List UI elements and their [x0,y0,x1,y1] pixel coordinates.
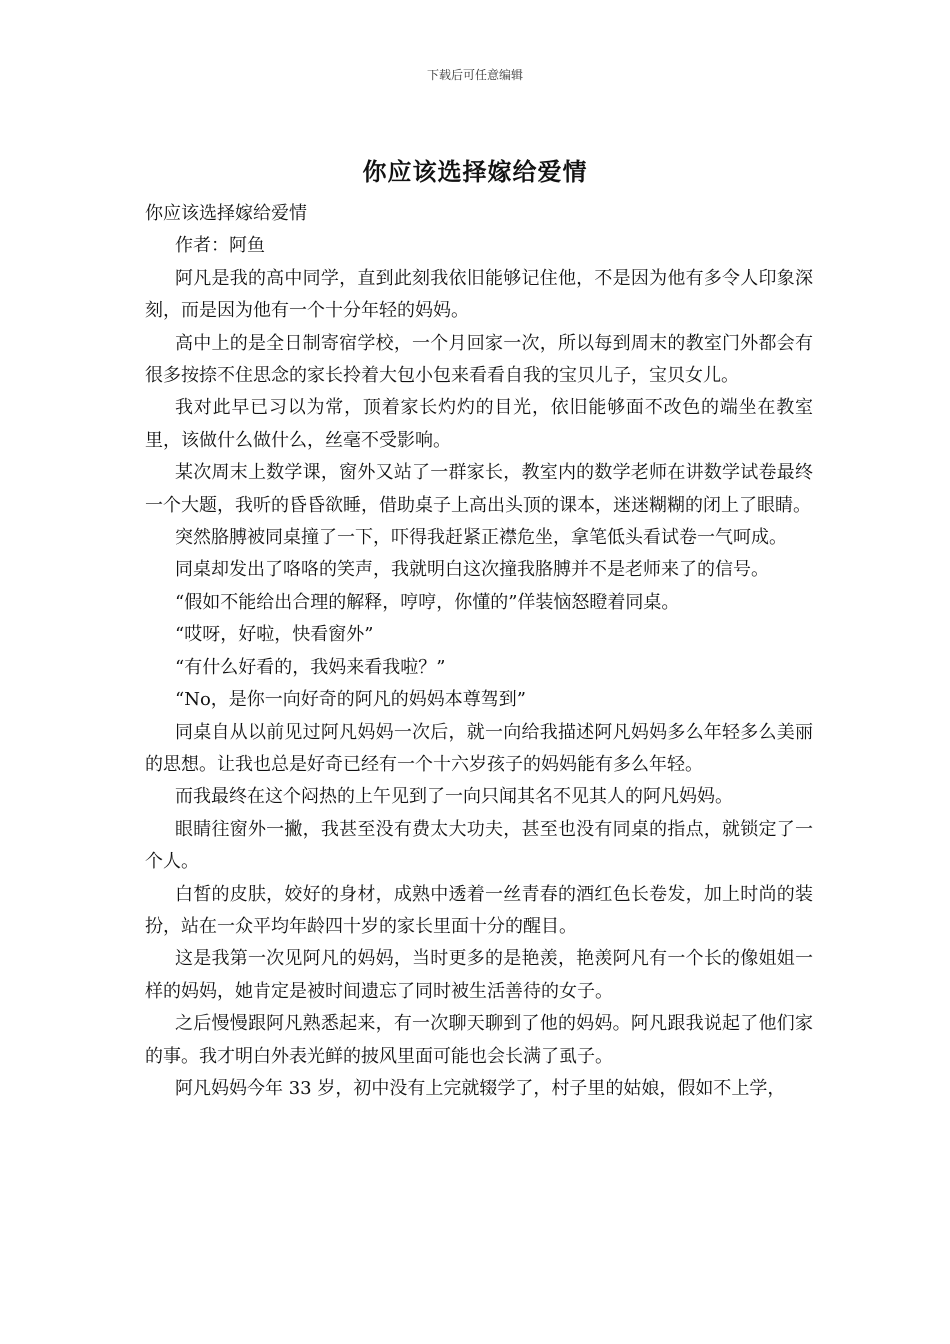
paragraph: 之后慢慢跟阿凡熟悉起来，有一次聊天聊到了他的妈妈。阿凡跟我说起了他们家的事。我才明白外表光鲜的披风里面可能也会长满了虱子。 [145,1013,813,1067]
paragraph: 同桌自从以前见过阿凡妈妈一次后，就一向给我描述阿凡妈妈多么年轻多么美丽的思想。让我也总是好奇已经有一个十六岁孩子的妈妈能有多么年轻。 [145,721,813,775]
paragraph: 同桌却发出了咯咯的笑声，我就明白这次撞我胳膊并不是老师来了的信号。 [175,559,769,581]
paragraph: 你应该选择嫁给爱情 [145,203,307,224]
paragraph: 阿凡妈妈今年 33 岁，初中没有上完就辍学了，村子里的姑娘，假如不上学， [175,1077,786,1099]
paragraph: 高中上的是全日制寄宿学校，一个月回家一次，所以每到周末的教室门外都会有很多按捺不住思念的家长拎着大包小包来看看自我的宝贝儿子，宝贝女儿。 [145,332,813,387]
author-line: 作者：阿鱼 [175,235,265,257]
document-title: 你应该选择嫁给爱情 [362,157,588,186]
paragraph: 白皙的皮肤，姣好的身材，成熟中透着一丝青春的酒红色长卷发，加上时尚的装扮，站在一众平均年龄四十岁的家长里面十分的醒目。 [145,883,813,937]
dialogue-line: “假如不能给出合理的解释，哼哼，你懂的”佯装恼怒瞪着同桌。 [175,591,680,613]
dialogue-line: “哎呀，好啦，快看窗外” [175,624,374,646]
dialogue-line: “有什么好看的，我妈来看我啦？” [175,656,446,678]
paragraph: 某次周末上数学课，窗外又站了一群家长，教室内的数学老师在讲数学试卷最终一个大题，我听的昏昏欲睡，借助桌子上高出头顶的课本，迷迷糊糊的闭上了眼睛。 [145,462,813,516]
paragraph: 我对此早已习以为常，顶着家长灼灼的目光，依旧能够面不改色的端坐在教室里，该做什么做什么，丝毫不受影响。 [145,397,813,451]
paragraph: 眼睛往窗外一撇，我甚至没有费太大功夫，甚至也没有同桌的指点，就锁定了一个人。 [145,818,813,873]
paragraph: 这是我第一次见阿凡的妈妈，当时更多的是艳羡，艳羡阿凡有一个长的像姐姐一样的妈妈，她肯定是被时间遗忘了同时被生活善待的女子。 [145,948,813,1002]
paragraph: 阿凡是我的高中同学，直到此刻我依旧能够记住他，不是因为他有多令人印象深刻，而是因为他有一个十分年轻的妈妈。 [145,267,813,322]
document-body [145,198,813,1105]
page-header-note: 下载后可任意编辑 [426,68,523,82]
dialogue-line: “No，是你一向好奇的阿凡的妈妈本尊驾到” [175,689,526,711]
paragraph: 突然胳膊被同桌撞了一下，吓得我赶紧正襟危坐，拿笔低头看试卷一气呵成。 [175,527,787,549]
paragraph: 而我最终在这个闷热的上午见到了一向只闻其名不见其人的阿凡妈妈。 [175,786,733,808]
